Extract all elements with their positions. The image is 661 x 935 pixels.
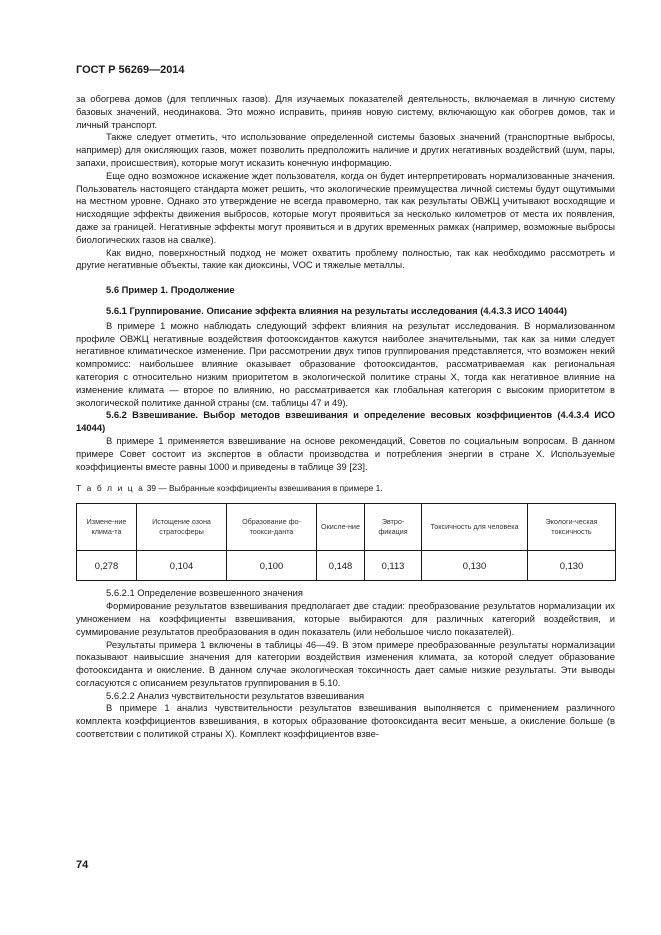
paragraph: Еще одно возможное искажение ждет пользователя, когда он будет интерпретировать нормализованные значения. Пользователь настоящего стандарта может решить, что экологические преимущества личной системы будут ощутимыми на местном уровне. Однако это утверждение не всегда правомерно, так как результаты ОВЖЦ учитывают восходящие и нисходящие эффекты движения выбросов, которые могут проявиться за несколько километров от места их появления, даже за границей. Негативные эффекты могут проявиться и в других временных рамках (например, возможные выбросы биологических газов на свалке). [76,169,615,245]
paragraph: Результаты примера 1 включены в таблицы 46—49. В этом примере преобразованные результаты нормализации показывают наивысшие значения для категории воздействия изменения климата, за которой следует образование фотооксиданта и окисление. В данном случае экологическая токсичность дает самые низкие результаты. Эти выводы согласуются с описанием результатов группирования в 5.10. [76,638,615,688]
table-header-row [77,504,616,551]
table-header-cell: Измене-ние клима-та [77,504,137,551]
page-content [76,93,615,741]
section-heading-5-6: 5.6 Пример 1. Продолжение [106,284,235,296]
table-cell: 0,130 [422,551,528,581]
section-heading-5-6-2: 5.6.2 Взвешивание. Выбор методов взвешивания и определение весовых коэффициентов (4.4.3.4 ИСО 14044) [76,409,615,434]
table-cell: 0,100 [227,551,317,581]
subsection-heading-5-6-2-2: 5.6.2.2 Анализ чувствительности результатов взвешивания [106,689,365,701]
table-cell: 0,278 [77,551,137,581]
table-row [77,551,616,581]
section-heading-5-6-1: 5.6.1 Группирование. Описание эффекта влияния на результаты исследования (4.4.3.3 ИСО 14044) [106,304,567,316]
paragraph: Формирование результатов взвешивания предполагает две стадии: преобразование результатов нормализации их умножением на коэффициенты взвешивания, которые выбираются для различных категорий воздействия, и суммирование результатов преобразования в один показатель (или небольшое число показателей). [76,600,615,637]
table-caption [76,483,615,494]
table-cell: 0,148 [317,551,365,581]
paragraph: В примере 1 анализ чувствительности результатов взвешивания выполняется с применением различного комплекта коэффициентов взвешивания, в которых образование фотооксиданта весит меньше, а окисление больше (в соответствии с политикой страны Х). Комплект коэффициентов взве- [76,702,615,740]
paragraph: за обогрева домов (для тепличных газов). Для изучаемых показателей деятельность, включаемая в личную систему базовых значений, неодинакова. Это можно исправить, приняв новую систему, включающую как обогрев домов, так и личный транспорт. [76,93,615,130]
subsection-heading-5-6-2-1: 5.6.2.1 Определение возвешенного значения [106,587,303,599]
table-header-cell: Образование фо-тоокси-данта [227,504,317,551]
weighting-coefficients-table [76,503,616,581]
paragraph: Как видно, поверхностный подход не может охватить проблему полностью, так как необходимо рассмотреть и другие негативные объекты, такие как диоксины, VOC и тяжелые металлы. [76,246,615,271]
table-header-cell: Истощение озона стратосферы [137,504,227,551]
table-caption-text: 39 — Выбранные коэффициенты взвешивания в примере 1. [146,483,383,494]
table-cell: 0,113 [365,551,422,581]
table-cell: 0,104 [137,551,227,581]
table-cell: 0,130 [528,551,616,581]
table-header-cell: Экологи-ческая токсичность [528,504,616,551]
table-caption-label: Т а б л и ц а [76,483,145,494]
paragraph: Также следует отметить, что использование определенной системы базовых значений (транспортные выбросы, например) для окисляющих газов, может позволить предположить наличие и других негативных воздействий (шум, пары, запахи, происшествия), которые могут исказить конечную информацию. [76,131,615,168]
standard-header: ГОСТ Р 56269—2014 [76,64,185,76]
table-header-cell: Токсичность для человека [422,504,528,551]
paragraph: В примере 1 применяется взвешивание на основе рекомендаций, Советов по социальным вопросам. В данном примере Совет состоит из экспертов в области производства и потребления энергии в стране Х. Используемые коэффициенты вместе равны 1000 и приведены в таблице 39 [23]. [76,434,615,472]
page-number: 74 [76,859,89,871]
table-header-cell: Окисле-ние [317,504,365,551]
table-header-cell: Эвтро-фикация [365,504,422,551]
paragraph: В примере 1 можно наблюдать следующий эффект влияния на результат исследования. В нормализованном профиле ОВЖЦ негативные воздействия фотооксидантов кажутся наиболее значительными, так как за ними следует негативное климатическое изменение. При рассмотрении двух типов группирования представляется, что возможен некий компромисс: наибольшее влияние оказывает образование фотооксидантов, рассматриваемая как региональная категория с относительно низким приоритетом в экологической политике страны Х, тогда как негативное влияние на изменение климата — второе по влиянию, но рассматривается как глобальная категория с высоким приоритетом в экологической политике данной страны (см. таблицы 47 и 49). [76,319,615,408]
